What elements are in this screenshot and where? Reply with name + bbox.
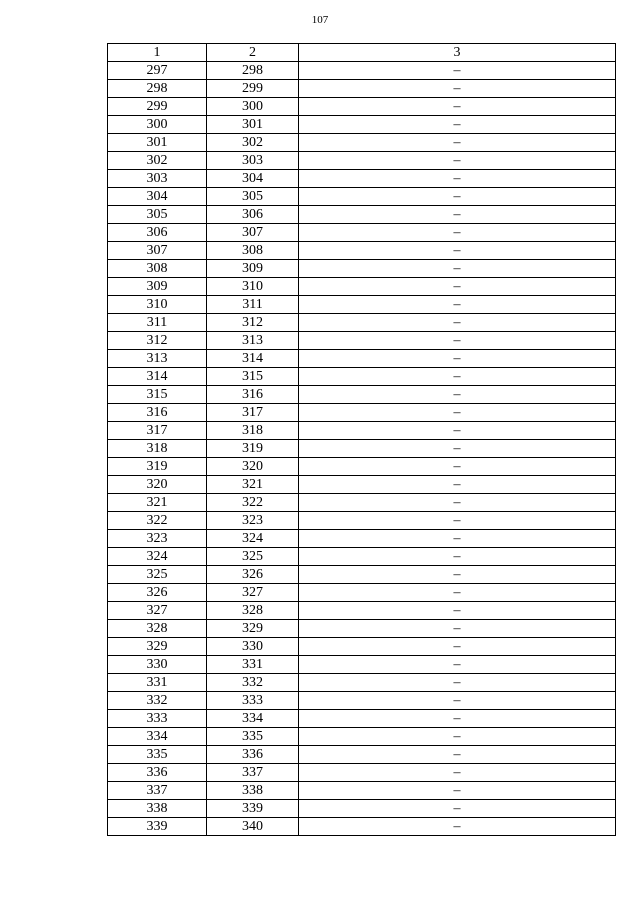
table-cell-col-2: 331: [207, 656, 299, 674]
table-cell-col-1: 297: [108, 62, 207, 80]
table-row: [108, 134, 616, 152]
table-cell-col-1: 301: [108, 134, 207, 152]
table-cell-col-2: 315: [207, 368, 299, 386]
table-cell-col-3: –: [299, 80, 616, 98]
table-cell-col-1: 324: [108, 548, 207, 566]
table-row: [108, 602, 616, 620]
table-cell-col-3: –: [299, 224, 616, 242]
table-row: [108, 80, 616, 98]
data-table: [107, 43, 616, 836]
table-row: [108, 476, 616, 494]
table-cell-col-1: 337: [108, 782, 207, 800]
table-row: [108, 152, 616, 170]
table-cell-col-1: 299: [108, 98, 207, 116]
table-cell-col-2: 326: [207, 566, 299, 584]
table-cell-col-3: –: [299, 332, 616, 350]
header-row: [108, 44, 616, 62]
table-cell-col-3: –: [299, 458, 616, 476]
table-row: [108, 764, 616, 782]
table-cell-col-1: 311: [108, 314, 207, 332]
table-cell-col-1: 321: [108, 494, 207, 512]
table-row: [108, 260, 616, 278]
table-cell-col-1: 316: [108, 404, 207, 422]
table-row: [108, 242, 616, 260]
table-cell-col-3: –: [299, 638, 616, 656]
table-cell-col-2: 329: [207, 620, 299, 638]
table-row: [108, 818, 616, 836]
table-cell-col-2: 321: [207, 476, 299, 494]
table-cell-col-1: 313: [108, 350, 207, 368]
table-cell-col-1: 300: [108, 116, 207, 134]
table-cell-col-1: 339: [108, 818, 207, 836]
table-cell-col-1: 319: [108, 458, 207, 476]
table-cell-col-1: 333: [108, 710, 207, 728]
table-cell-col-1: 334: [108, 728, 207, 746]
table-row: [108, 224, 616, 242]
table-row: [108, 548, 616, 566]
column-header-3: 3: [299, 44, 616, 62]
table-cell-col-2: 335: [207, 728, 299, 746]
table-cell-col-1: 332: [108, 692, 207, 710]
table-cell-col-1: 315: [108, 386, 207, 404]
table-cell-col-1: 307: [108, 242, 207, 260]
table-row: [108, 692, 616, 710]
table-row: [108, 710, 616, 728]
table-cell-col-1: 304: [108, 188, 207, 206]
table-cell-col-3: –: [299, 440, 616, 458]
table-cell-col-1: 320: [108, 476, 207, 494]
table-cell-col-2: 313: [207, 332, 299, 350]
table-cell-col-2: 300: [207, 98, 299, 116]
table-cell-col-1: 330: [108, 656, 207, 674]
table-cell-col-1: 325: [108, 566, 207, 584]
table-cell-col-2: 339: [207, 800, 299, 818]
table-cell-col-2: 314: [207, 350, 299, 368]
table-cell-col-1: 331: [108, 674, 207, 692]
table-cell-col-3: –: [299, 566, 616, 584]
table-cell-col-1: 302: [108, 152, 207, 170]
table-cell-col-1: 328: [108, 620, 207, 638]
table-cell-col-3: –: [299, 782, 616, 800]
table-row: [108, 530, 616, 548]
table-cell-col-1: 312: [108, 332, 207, 350]
table-cell-col-1: 336: [108, 764, 207, 782]
table-cell-col-2: 304: [207, 170, 299, 188]
table-row: [108, 404, 616, 422]
table-cell-col-2: 319: [207, 440, 299, 458]
table-cell-col-3: –: [299, 584, 616, 602]
table-cell-col-3: –: [299, 350, 616, 368]
table-cell-col-3: –: [299, 800, 616, 818]
table-cell-col-3: –: [299, 422, 616, 440]
table-cell-col-3: –: [299, 818, 616, 836]
table-row: [108, 188, 616, 206]
table-cell-col-1: 308: [108, 260, 207, 278]
table-row: [108, 440, 616, 458]
table-row: [108, 674, 616, 692]
table-row: [108, 296, 616, 314]
table-cell-col-2: 327: [207, 584, 299, 602]
table-cell-col-3: –: [299, 764, 616, 782]
table-cell-col-2: 301: [207, 116, 299, 134]
page-number: 107: [311, 14, 329, 26]
table-row: [108, 584, 616, 602]
table-row: [108, 566, 616, 584]
table-cell-col-3: –: [299, 152, 616, 170]
table-row: [108, 386, 616, 404]
table-cell-col-1: 329: [108, 638, 207, 656]
table-cell-col-2: 311: [207, 296, 299, 314]
table-cell-col-2: 299: [207, 80, 299, 98]
table-cell-col-2: 325: [207, 548, 299, 566]
table-cell-col-3: –: [299, 404, 616, 422]
table-cell-col-3: –: [299, 296, 616, 314]
table-cell-col-1: 327: [108, 602, 207, 620]
table-cell-col-2: 334: [207, 710, 299, 728]
table-cell-col-3: –: [299, 98, 616, 116]
table-cell-col-3: –: [299, 692, 616, 710]
table-cell-col-2: 338: [207, 782, 299, 800]
table-cell-col-3: –: [299, 116, 616, 134]
table-cell-col-2: 303: [207, 152, 299, 170]
table-cell-col-2: 305: [207, 188, 299, 206]
table-cell-col-2: 306: [207, 206, 299, 224]
table-cell-col-2: 324: [207, 530, 299, 548]
table-cell-col-2: 323: [207, 512, 299, 530]
table-cell-col-3: –: [299, 512, 616, 530]
table-cell-col-3: –: [299, 206, 616, 224]
table-row: [108, 98, 616, 116]
table-cell-col-2: 307: [207, 224, 299, 242]
table-row: [108, 206, 616, 224]
table-header: [108, 44, 616, 62]
table-cell-col-2: 333: [207, 692, 299, 710]
table-row: [108, 746, 616, 764]
table-cell-col-2: 330: [207, 638, 299, 656]
table-cell-col-3: –: [299, 386, 616, 404]
table-body: [108, 62, 616, 836]
table-cell-col-3: –: [299, 188, 616, 206]
table-cell-col-3: –: [299, 278, 616, 296]
table-row: [108, 350, 616, 368]
table-cell-col-3: –: [299, 602, 616, 620]
table-row: [108, 422, 616, 440]
table-cell-col-3: –: [299, 134, 616, 152]
table-cell-col-3: –: [299, 728, 616, 746]
table-cell-col-3: –: [299, 620, 616, 638]
table-cell-col-3: –: [299, 170, 616, 188]
table-cell-col-3: –: [299, 260, 616, 278]
table-cell-col-3: –: [299, 548, 616, 566]
table-cell-col-3: –: [299, 476, 616, 494]
table-cell-col-1: 317: [108, 422, 207, 440]
table-cell-col-3: –: [299, 746, 616, 764]
table-cell-col-2: 328: [207, 602, 299, 620]
table-row: [108, 494, 616, 512]
table-cell-col-1: 298: [108, 80, 207, 98]
table-cell-col-1: 314: [108, 368, 207, 386]
table-cell-col-2: 316: [207, 386, 299, 404]
table-row: [108, 62, 616, 80]
table-cell-col-3: –: [299, 530, 616, 548]
table-cell-col-2: 302: [207, 134, 299, 152]
table-cell-col-2: 332: [207, 674, 299, 692]
table-row: [108, 314, 616, 332]
table-cell-col-2: 308: [207, 242, 299, 260]
table-cell-col-2: 337: [207, 764, 299, 782]
table-row: [108, 170, 616, 188]
column-header-2: 2: [207, 44, 299, 62]
table-cell-col-3: –: [299, 656, 616, 674]
table-cell-col-2: 312: [207, 314, 299, 332]
table-cell-col-1: 310: [108, 296, 207, 314]
table-cell-col-3: –: [299, 710, 616, 728]
table-cell-col-1: 318: [108, 440, 207, 458]
table-cell-col-2: 322: [207, 494, 299, 512]
table-cell-col-2: 298: [207, 62, 299, 80]
table-cell-col-3: –: [299, 494, 616, 512]
table-cell-col-1: 335: [108, 746, 207, 764]
table-cell-col-1: 303: [108, 170, 207, 188]
table-cell-col-3: –: [299, 242, 616, 260]
table-cell-col-2: 309: [207, 260, 299, 278]
table-row: [108, 620, 616, 638]
table-row: [108, 782, 616, 800]
table-cell-col-1: 305: [108, 206, 207, 224]
table-row: [108, 278, 616, 296]
table-cell-col-2: 310: [207, 278, 299, 296]
table-cell-col-1: 309: [108, 278, 207, 296]
table-cell-col-1: 326: [108, 584, 207, 602]
table-cell-col-2: 318: [207, 422, 299, 440]
table-cell-col-3: –: [299, 62, 616, 80]
table-cell-col-1: 338: [108, 800, 207, 818]
table-row: [108, 800, 616, 818]
table-row: [108, 458, 616, 476]
table-cell-col-2: 320: [207, 458, 299, 476]
table-cell-col-2: 336: [207, 746, 299, 764]
table-cell-col-3: –: [299, 674, 616, 692]
table-cell-col-3: –: [299, 314, 616, 332]
column-header-1: 1: [108, 44, 207, 62]
table-cell-col-1: 322: [108, 512, 207, 530]
table-cell-col-1: 306: [108, 224, 207, 242]
table-cell-col-1: 323: [108, 530, 207, 548]
table-row: [108, 728, 616, 746]
table-row: [108, 116, 616, 134]
table-cell-col-3: –: [299, 368, 616, 386]
table-row: [108, 638, 616, 656]
table-cell-col-2: 317: [207, 404, 299, 422]
table-row: [108, 332, 616, 350]
table-row: [108, 656, 616, 674]
table-row: [108, 512, 616, 530]
table-cell-col-2: 340: [207, 818, 299, 836]
table-row: [108, 368, 616, 386]
